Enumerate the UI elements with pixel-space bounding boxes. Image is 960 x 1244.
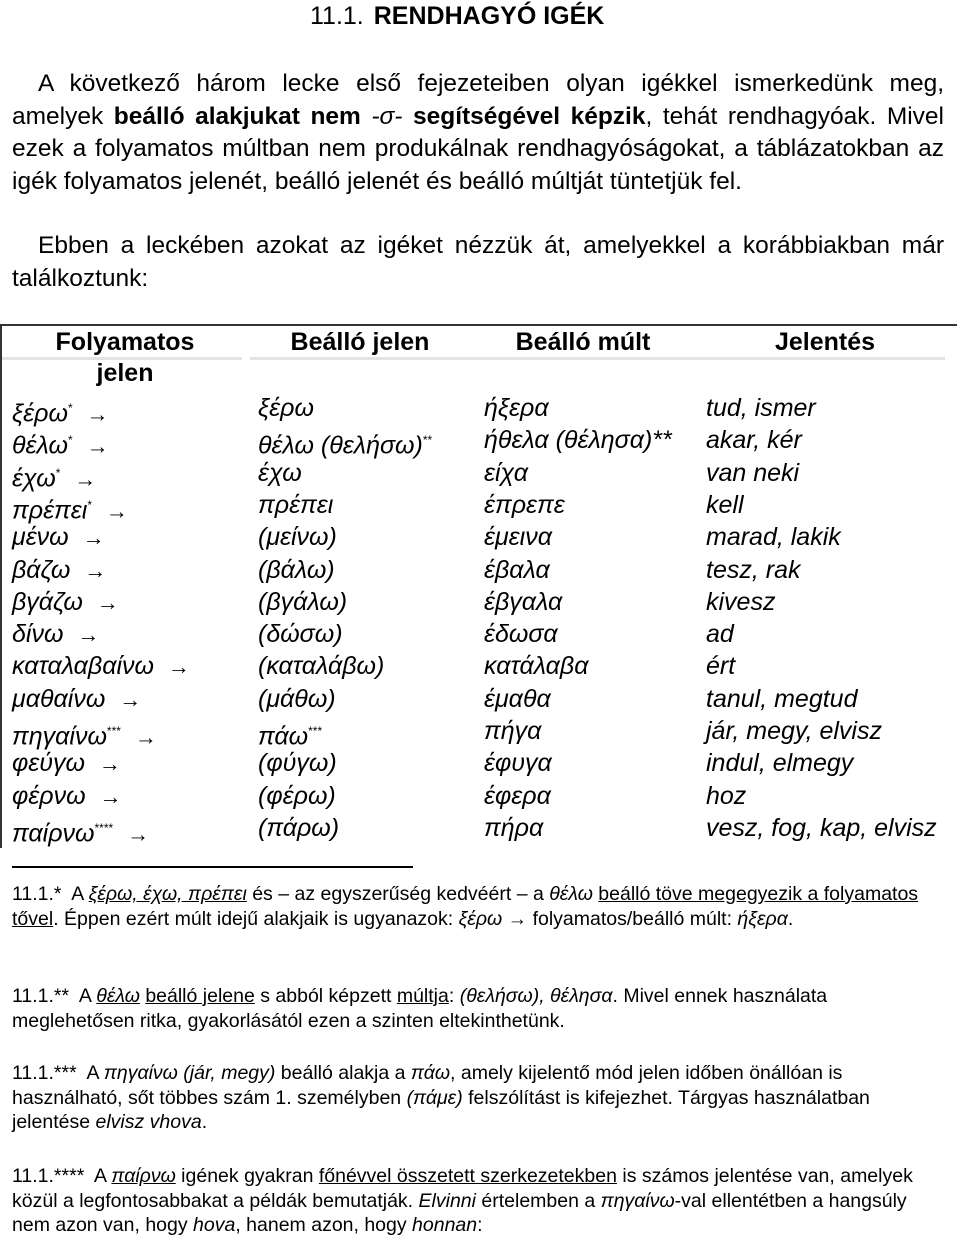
intro-paragraph-2: Ebben a leckében azokat az igéket nézzük át, amelyekkel a korábbiakban már találkoztunk:: [12, 232, 944, 292]
aorist-present-form: (φύγω): [258, 749, 337, 777]
present-verb: μαθαίνω: [12, 685, 106, 713]
present-verb: φεύγω: [12, 749, 86, 777]
present-form: [12, 618, 99, 650]
aorist-past-form: πήρα: [484, 814, 544, 842]
present-verb: καταλαβαίνω: [12, 652, 154, 680]
aorist-present-form: πάω***: [258, 722, 323, 751]
present-form: παίρνω**** →: [12, 819, 150, 848]
arrow-icon: →: [98, 751, 121, 776]
aorist-past-form: κατάλαβα: [484, 652, 589, 680]
aorist-present-form: ξέρω: [258, 394, 314, 422]
present-form: [12, 586, 119, 618]
present-form: πηγαίνω*** →: [12, 722, 157, 751]
aorist-past-form: είχα: [484, 459, 529, 487]
present-form: [12, 650, 190, 682]
present-verb: έχω: [12, 464, 56, 493]
present-form: [12, 683, 141, 715]
meaning: jár, megy, elvisz: [706, 717, 882, 745]
aorist-past-form: έπρεπε: [484, 491, 565, 519]
present-form: θέλω* →: [12, 431, 109, 460]
aorist-past-form: έμαθα: [484, 685, 551, 713]
meaning: van neki: [706, 459, 800, 487]
aorist-present-form: (καταλάβω): [258, 652, 385, 680]
present-verb: δίνω: [12, 620, 64, 648]
aorist-present-form: θέλω (θελήσω)**: [258, 431, 433, 460]
meaning: tanul, megtud: [706, 685, 858, 713]
present-form: [12, 747, 121, 779]
meaning: kell: [706, 491, 744, 519]
present-verb: παίρνω: [12, 819, 95, 848]
present-verb: βγάζω: [12, 588, 83, 616]
aorist-past-form: έδωσα: [484, 620, 558, 648]
arrow-icon: →: [119, 687, 142, 712]
arrow-icon: →: [86, 401, 109, 427]
footnote-3: 11.1.*** A πηγαίνω (jár, megy) beálló alakja a πάω, amely kijelentő mód jelen időben önállóan is használható, sőt többes szám 1. személyben (πάμε) felszólítást is kifejezhet. Tárgyas használatban jelentése elvisz vhova.: [12, 1062, 870, 1133]
intro-paragraph-1: A következő három lecke első fejezeteiben olyan igékkel ismerkedünk meg, amelyek beálló alakjukat nem -σ- segítségével képzik, tehát rendhagyóak. Mivel ezek a folyamatos múltban nem produkálnak rendhagyóságokat, a táblázatokban az igék folyamatos jelenét, beálló jelenét és beálló múltját tüntetjük fel.: [12, 70, 944, 195]
present-verb: πηγαίνω: [12, 722, 107, 751]
present-verb: βάζω: [12, 556, 71, 584]
aorist-past-form: έφερα: [484, 782, 551, 810]
meaning: kivesz: [706, 588, 776, 616]
arrow-icon: →: [99, 784, 122, 809]
aorist-present-form: (δώσω): [258, 620, 343, 648]
meaning: marad, lakik: [706, 523, 841, 551]
col-header-present: Folyamatos jelen: [55, 328, 195, 387]
arrow-icon: →: [127, 821, 150, 847]
arrow-icon: →: [167, 654, 190, 679]
aorist-present-form: (φέρω): [258, 782, 336, 810]
aorist-present-form: (βγάλω): [258, 588, 348, 616]
aorist-past-form: πήγα: [484, 717, 542, 745]
present-form: πρέπει* →: [12, 496, 128, 525]
col-header-aorist-present: Beálló jelen: [290, 328, 430, 356]
arrow-icon: →: [96, 590, 119, 615]
present-verb: φέρνω: [12, 782, 86, 810]
arrow-icon: →: [77, 622, 100, 647]
footnote-1: 11.1.* A ξέρω, έχω, πρέπει és – az egyszerűség kedvéért – a θέλω beálló töve megegyezik a folyamatos tővel. Éppen ezért múlt idejű alakjaik is ugyanazok: ξέρω → folyamatos/beálló múlt: ήξερα.: [12, 883, 919, 930]
col-header-meaning: Jelentés: [774, 328, 876, 356]
arrow-icon: →: [82, 525, 105, 550]
present-verb: θέλω: [12, 431, 68, 460]
meaning: tud, ismer: [706, 394, 816, 422]
aorist-present-form: (μείνω): [258, 523, 337, 551]
present-verb: πρέπει: [12, 496, 88, 525]
aorist-past-form: ήθελα (θέλησα)**: [484, 426, 672, 454]
arrow-icon: →: [84, 558, 107, 583]
present-form: [12, 554, 106, 586]
aorist-past-form: έμεινα: [484, 523, 552, 551]
aorist-present-form: πρέπει: [258, 491, 334, 519]
aorist-present-form: (πάρω): [258, 814, 340, 842]
aorist-past-form: έφυγα: [484, 749, 552, 777]
present-form: [12, 780, 122, 812]
arrow-icon: →: [134, 724, 157, 750]
present-verb: ξέρω: [12, 399, 68, 428]
aorist-past-form: έβγαλα: [484, 588, 563, 616]
col-header-aorist-past: Beálló múlt: [515, 328, 651, 356]
aorist-past-form: έβαλα: [484, 556, 550, 584]
section-number: 11.1.: [310, 2, 364, 30]
aorist-past-form: ήξερα: [484, 394, 549, 422]
arrow-icon: →: [74, 466, 97, 492]
section-title: RENDHAGYÓ IGÉK: [373, 2, 605, 30]
present-form: έχω* →: [12, 464, 97, 493]
meaning: akar, kér: [706, 426, 802, 454]
meaning: ért: [706, 652, 736, 680]
arrow-icon: →: [86, 433, 109, 459]
aorist-present-form: έχω: [258, 459, 302, 487]
footnote-2: 11.1.** A θέλω beálló jelene s abból képzett múltja: (θελήσω), θέλησα. Mivel ennek használata meglehetősen ritka, gyakorlásától ezen a szinten eltekinthetünk.: [12, 985, 828, 1032]
meaning: vesz, fog, kap, elvisz: [706, 814, 937, 842]
footnote-4: 11.1.**** A παίρνω igének gyakran főnévvel összetett szerkezetekben is számos jelentése van, amelyek közül a legfontosabbakat a példák bemutatják. Elvinni értelemben a πηγαίνω-val ellentétben a hangsúly nem azon van, hogy hova, hanem azon, hogy honnan:: [12, 1165, 913, 1236]
present-verb: μένω: [12, 523, 69, 551]
arrow-icon: →: [105, 498, 128, 524]
footnote-separator: [12, 866, 413, 868]
meaning: ad: [706, 620, 734, 648]
aorist-present-form: (μάθω): [258, 685, 336, 713]
meaning: tesz, rak: [706, 556, 801, 584]
aorist-present-form: (βάλω): [258, 556, 335, 584]
page-title: [310, 2, 604, 31]
present-form: ξέρω* →: [12, 399, 109, 428]
present-form: [12, 521, 105, 553]
meaning: indul, elmegy: [706, 749, 854, 777]
meaning: hoz: [706, 782, 747, 810]
